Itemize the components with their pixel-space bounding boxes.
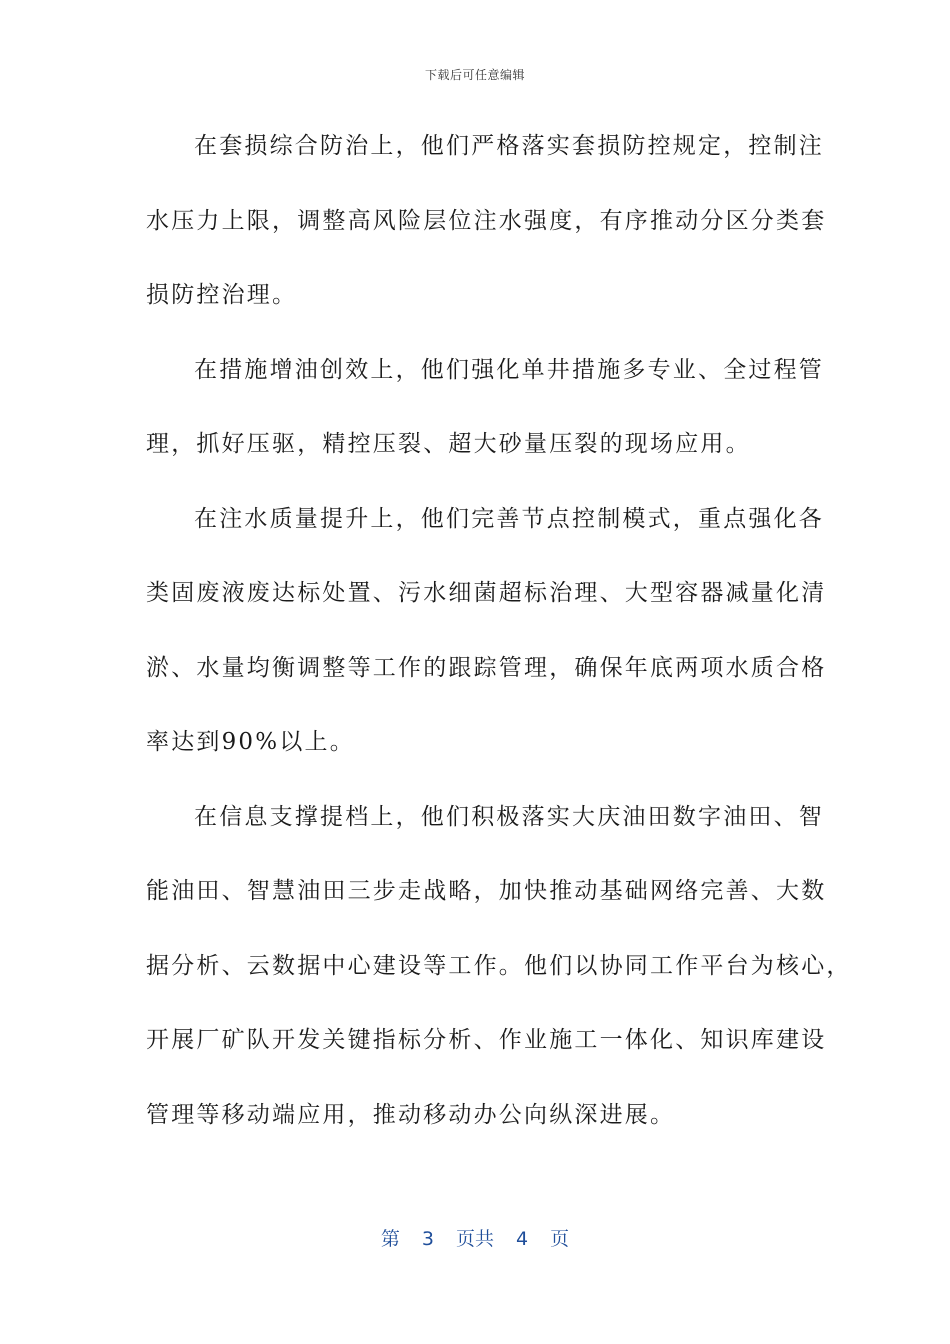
- paragraph-1-line-2: 水压力上限，调整高风险层位注水强度，有序推动分区分类套: [146, 207, 827, 234]
- footer-middle: 页共: [455, 1228, 494, 1250]
- paragraph-4-line-3: 据分析、云数据中心建设等工作。他们以协同工作平台为核心，: [146, 952, 852, 979]
- paragraph-1-line-1: 在套损综合防治上，他们严格落实套损防控规定，控制注: [194, 133, 824, 159]
- paragraph-3-line-3: 淤、水量均衡调整等工作的跟踪管理，确保年底两项水质合格: [146, 654, 827, 681]
- footer-prefix: 第: [380, 1228, 400, 1250]
- paragraph-4-line-4: 开展厂矿队开发关键指标分析、作业施工一体化、知识库建设: [146, 1027, 827, 1053]
- document-body: [146, 120, 852, 1163]
- paragraph-3-line-4: 率达到90%以上。: [146, 729, 355, 755]
- paragraph-1-line-3: 损防控治理。: [146, 282, 298, 308]
- paragraph-4-line-1: 在信息支撑提档上，他们积极落实大庆油田数字油田、智: [194, 803, 824, 830]
- footer-suffix: 页: [550, 1228, 570, 1250]
- paragraph-2-line-2: 理，抓好压驱，精控压裂、超大砂量压裂的现场应用。: [146, 431, 751, 457]
- page-footer: [0, 1224, 950, 1251]
- paragraph-4-line-5: 管理等移动端应用，推动移动办公向纵深进展。: [146, 1101, 676, 1128]
- paragraph-4-line-2: 能油田、智慧油田三步走战略，加快推动基础网络完善、大数: [146, 878, 827, 904]
- paragraph-3-line-2: 类固废液废达标处置、污水细菌超标治理、大型容器减量化清: [146, 580, 827, 606]
- paragraph-2-line-1: 在措施增油创效上，他们强化单井措施多专业、全过程管: [194, 356, 824, 383]
- footer-page-number: 3: [421, 1228, 434, 1250]
- footer-total-pages: 4: [516, 1228, 529, 1250]
- paragraph-3-line-1: 在注水质量提升上，他们完善节点控制模式，重点强化各: [194, 505, 824, 532]
- header-note: 下载后可任意编辑: [424, 68, 525, 82]
